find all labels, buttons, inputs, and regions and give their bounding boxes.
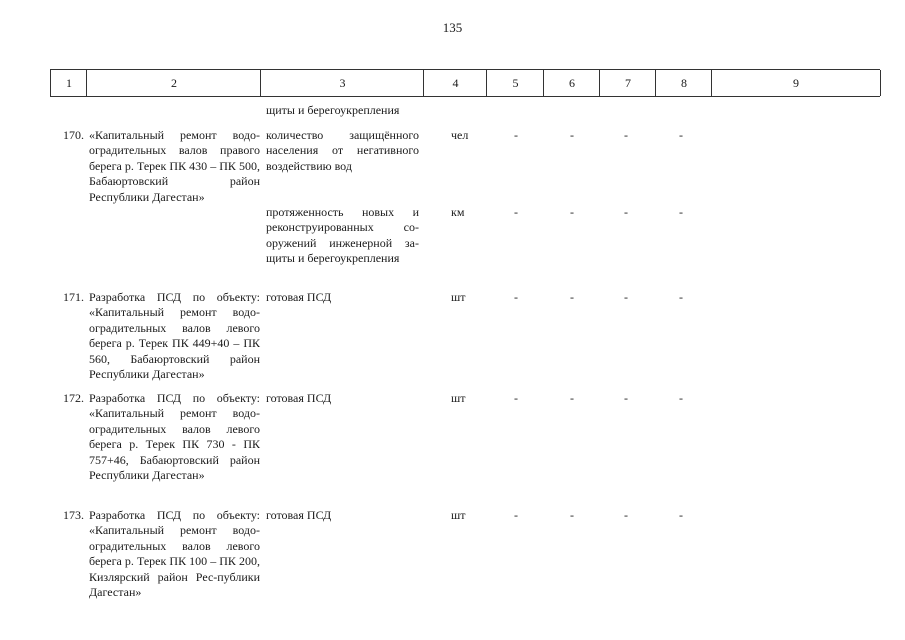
row-number: 171. — [63, 290, 84, 304]
row-number: 170. — [63, 128, 84, 142]
value-col-5: - — [514, 508, 518, 522]
row-number: 173. — [63, 508, 84, 522]
value-col-8: - — [679, 205, 683, 219]
value-col-7: - — [624, 290, 628, 304]
unit: шт — [451, 290, 466, 304]
page-number: 135 — [442, 20, 463, 35]
column-header-6: 6 — [543, 70, 600, 96]
value-col-5: - — [514, 391, 518, 405]
row-number: 172. — [63, 391, 84, 405]
value-col-6: - — [570, 508, 574, 522]
column-header-1: 1 — [50, 70, 87, 96]
unit: шт — [451, 391, 466, 405]
column-header-5: 5 — [486, 70, 544, 96]
indicator-name: готовая ПСД — [266, 391, 332, 405]
value-col-6: - — [570, 391, 574, 405]
unit: чел — [451, 128, 469, 142]
column-header-9: 9 — [711, 70, 881, 96]
value-col-7: - — [624, 391, 628, 405]
value-col-5: - — [514, 290, 518, 304]
column-header-7: 7 — [599, 70, 656, 96]
column-header-8: 8 — [655, 70, 712, 96]
value-col-5: - — [514, 128, 518, 142]
value-col-6: - — [570, 290, 574, 304]
indicator-name: готовая ПСД — [266, 508, 332, 522]
object-name: Разработка ПСД по объекту: «Капитальный ремонт водо-оградительных валов левого берега р. Терек ПК 730 - ПК 757+46, Бабаюртовский район Республики Дагестан» — [89, 391, 260, 483]
value-col-5: - — [514, 205, 518, 219]
column-header-2: 2 — [86, 70, 261, 96]
value-col-7: - — [624, 205, 628, 219]
indicator-name: готовая ПСД — [266, 290, 332, 304]
value-col-8: - — [679, 508, 683, 522]
indicator-name: протяженность новых и реконструированных со-оружений инженерной за-щиты и берегоукрепления — [266, 205, 419, 266]
value-col-6: - — [570, 128, 574, 142]
table-header — [50, 69, 880, 97]
column-header-4: 4 — [423, 70, 487, 96]
unit: шт — [451, 508, 466, 522]
value-col-7: - — [624, 128, 628, 142]
indicator-name: количество защищённого населения от негативного воздействию вод — [266, 128, 419, 173]
value-col-8: - — [679, 128, 683, 142]
object-name: Разработка ПСД по объекту: «Капитальный ремонт водо-оградительных валов левого берега р. Терек ПК 100 – ПК 200, Кизлярский район Рес-публики Дагестан» — [89, 508, 260, 600]
unit: км — [451, 205, 465, 219]
value-col-6: - — [570, 205, 574, 219]
column-header-3: 3 — [260, 70, 424, 96]
continuation-indicator: щиты и берегоукрепления — [266, 103, 400, 117]
value-col-8: - — [679, 391, 683, 405]
value-col-7: - — [624, 508, 628, 522]
object-name: «Капитальный ремонт водо-оградительных валов правого берега р. Терек ПК 430 – ПК 500, Бабаюртовский район Республики Дагестан» — [89, 128, 260, 204]
value-col-8: - — [679, 290, 683, 304]
object-name: Разработка ПСД по объекту: «Капитальный ремонт водо-оградительных валов левого берега р. Терек ПК 449+40 – ПК 560, Бабаюртовский район Республики Дагестан» — [89, 290, 260, 382]
